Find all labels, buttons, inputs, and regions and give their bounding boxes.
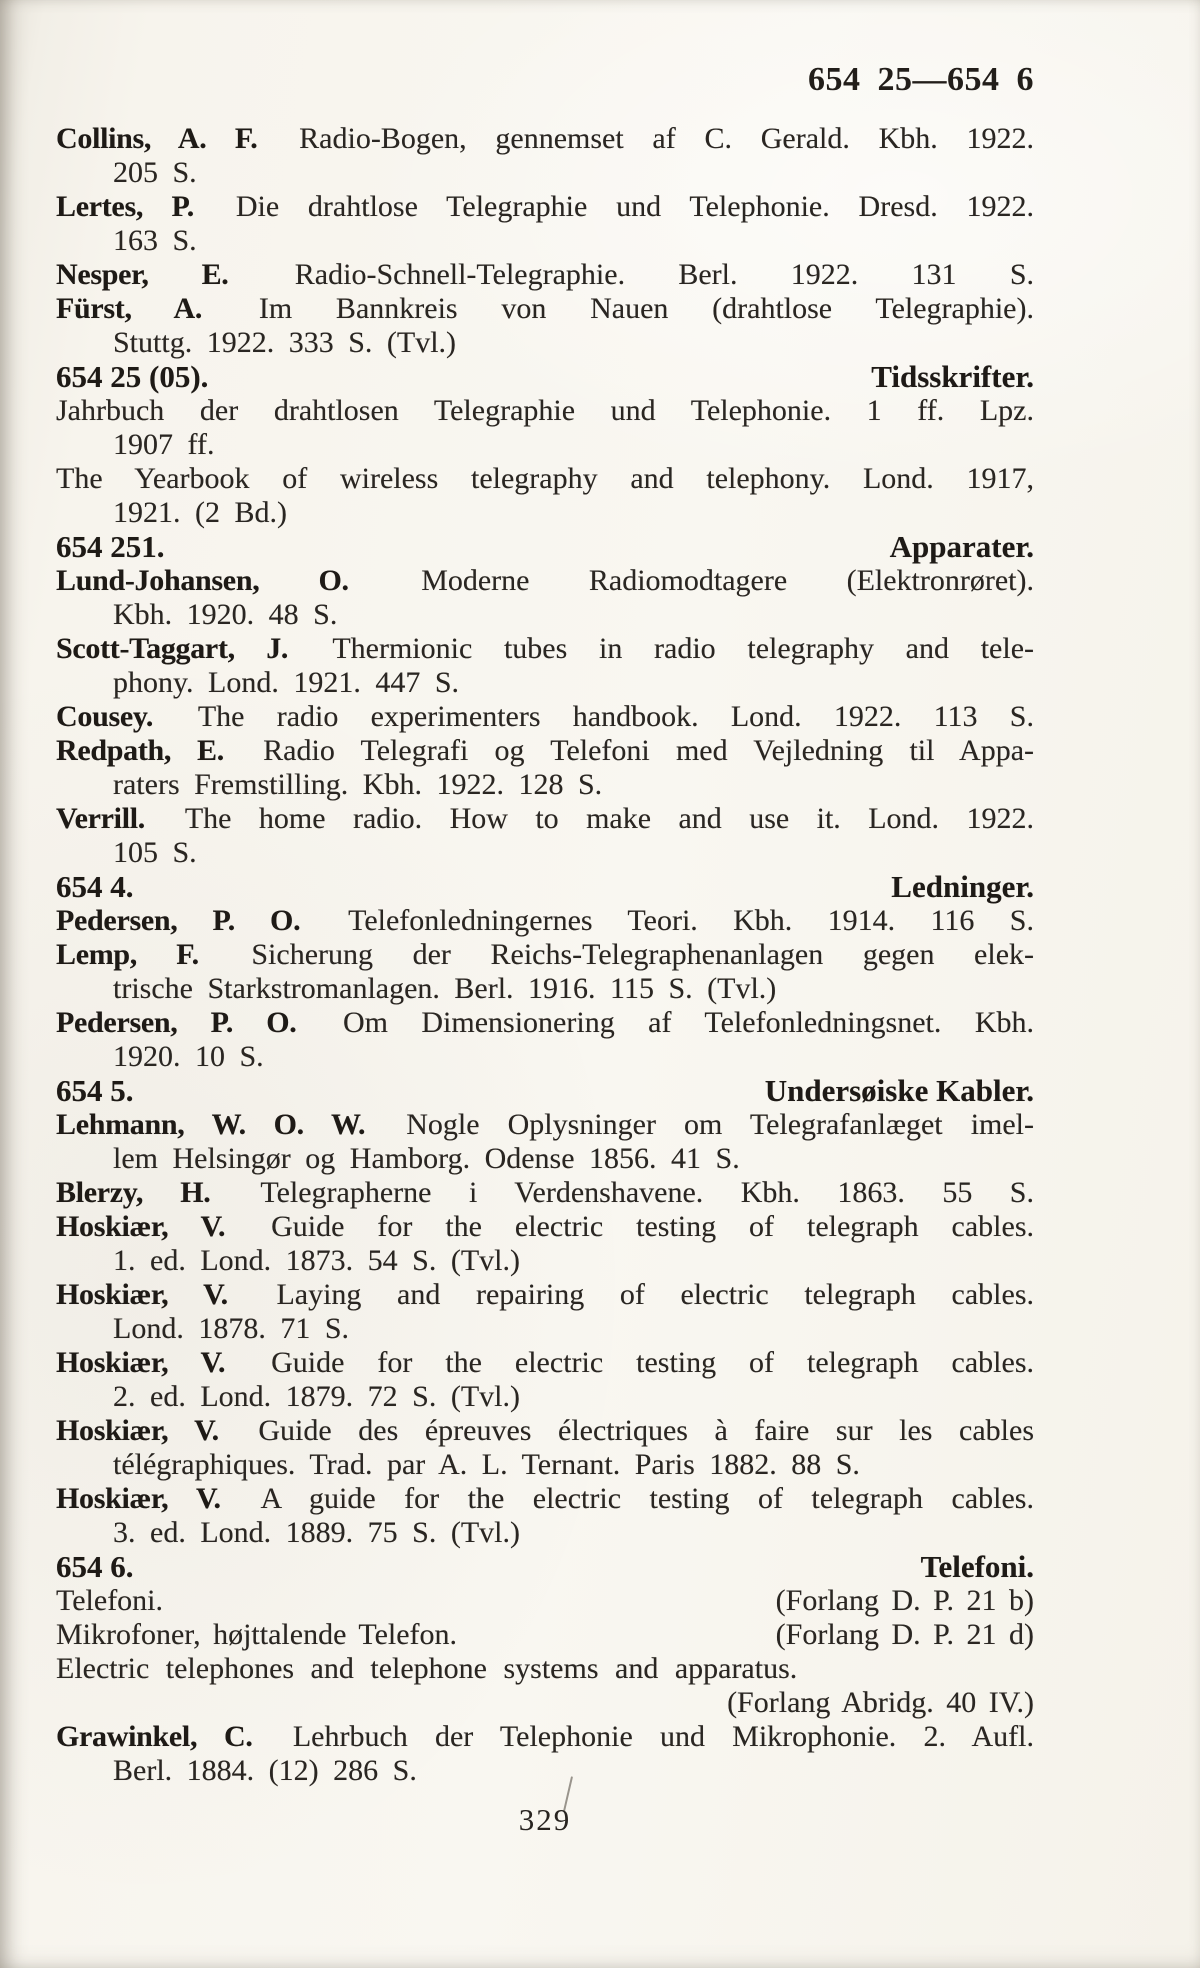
entry-text: Radio-Schnell-Telegraphie. Berl. 1922. 131 S. xyxy=(294,258,1035,291)
continuation-line xyxy=(56,1312,1034,1346)
entry-text: A guide for the electric testing of telegraph cables. xyxy=(260,1482,1034,1515)
continuation-line xyxy=(56,1380,1034,1414)
continuation-line xyxy=(56,1244,1034,1278)
continuation-line xyxy=(56,156,1034,190)
entry-text: Om Dimensionering af Telefonledningsnet. Kbh. xyxy=(342,1006,1035,1039)
continuation-line xyxy=(56,972,1034,1006)
entry-text: Guide for the electric testing of telegraph cables. xyxy=(271,1346,1034,1379)
author-name: Hoskiær, V. xyxy=(56,1414,219,1447)
entry-line xyxy=(56,904,1034,938)
entry-line xyxy=(56,802,1034,836)
entry-text: Radio-Bogen, gennemset af C. Gerald. Kbh. 1922. xyxy=(299,122,1034,155)
author-name: Hoskiær, V. xyxy=(56,1346,226,1379)
continuation-line xyxy=(56,1040,1034,1074)
entry-text: 1907 ff. xyxy=(113,428,215,461)
entry-line xyxy=(56,632,1034,666)
entry-text: phony. Lond. 1921. 447 S. xyxy=(113,666,460,699)
author-name: Nesper, E. xyxy=(56,258,229,291)
forlang-reference: (Forlang D. P. 21 b) xyxy=(775,1584,1034,1617)
section-number: 654 25 (05). xyxy=(56,359,209,394)
bibliography-lines xyxy=(56,122,1034,1788)
entry-line xyxy=(56,1006,1034,1040)
section-number: 654 5. xyxy=(56,1073,134,1108)
entry-text: Thermionic tubes in radio telegraphy and tele- xyxy=(332,632,1034,665)
entry-text: 2. ed. Lond. 1879. 72 S. (Tvl.) xyxy=(113,1380,520,1413)
author-name: Verrill. xyxy=(56,802,145,835)
entry-line xyxy=(56,1652,1034,1686)
entry-text: Radio Telegrafi og Telefoni med Vejledning til Appa- xyxy=(263,734,1034,767)
section-title: Undersøiske Kabler. xyxy=(764,1073,1034,1108)
ref-subject: Mikrofoner, højttalende Telefon. xyxy=(56,1618,458,1651)
continuation-line xyxy=(56,1448,1034,1482)
author-name: Collins, A. F. xyxy=(56,122,258,155)
entry-text: The radio experimenters handbook. Lond. 1922. 113 S. xyxy=(197,700,1034,733)
section-number: 654 4. xyxy=(56,869,134,904)
author-name: Pedersen, P. O. xyxy=(56,1006,297,1039)
page-header-classification-range: 654 25—654 6 xyxy=(808,61,1034,98)
author-name: Blerzy, H. xyxy=(56,1176,211,1209)
continuation-line xyxy=(56,326,1034,360)
section-heading xyxy=(56,1550,1034,1584)
entry-text: Laying and repairing of electric telegraph cables. xyxy=(276,1278,1035,1311)
entry-line xyxy=(56,258,1034,292)
entry-text: raters Fremstilling. Kbh. 1922. 128 S. xyxy=(113,768,603,801)
author-name: Hoskiær, V. xyxy=(56,1278,228,1311)
entry-text: Moderne Radiomodtagere (Elektronrøret). xyxy=(421,564,1034,597)
entry-text: The home radio. How to make and use it. Lond. 1922. xyxy=(184,802,1034,835)
author-name: Lertes, P. xyxy=(56,190,194,223)
reference-line xyxy=(56,1618,1034,1652)
entry-text: Die drahtlose Telegraphie und Telephonie. Dresd. 1922. xyxy=(235,190,1034,223)
entry-line xyxy=(56,1210,1034,1244)
entry-text: Im Bannkreis von Nauen (drahtlose Telegraphie). xyxy=(258,292,1034,325)
continuation-line xyxy=(56,1516,1034,1550)
author-name: Scott-Taggart, J. xyxy=(56,632,289,665)
entry-line xyxy=(56,292,1034,326)
entry-line xyxy=(56,1720,1034,1754)
author-name: Cousey. xyxy=(56,700,154,733)
section-title: Telefoni. xyxy=(920,1549,1034,1584)
section-title: Tidsskrifter. xyxy=(871,359,1034,394)
entry-text: Lond. 1878. 71 S. xyxy=(113,1312,350,1345)
entry-text: Sicherung der Reichs-Telegraphenanlagen gegen elek- xyxy=(251,938,1034,971)
continuation-line xyxy=(56,1142,1034,1176)
entry-line xyxy=(56,1176,1034,1210)
section-number: 654 251. xyxy=(56,529,165,564)
continuation-line xyxy=(56,1754,1034,1788)
entry-text: The Yearbook of wireless telegraphy and telephony. Lond. 1917, xyxy=(56,462,1034,495)
entry-text: Nogle Oplysninger om Telegrafanlæget imel- xyxy=(406,1108,1035,1141)
reference-line xyxy=(56,1686,1034,1720)
entry-text: 1. ed. Lond. 1873. 54 S. (Tvl.) xyxy=(113,1244,520,1277)
entry-line xyxy=(56,1108,1034,1142)
entry-text: 1920. 10 S. xyxy=(113,1040,264,1073)
entry-text: Electric telephones and telephone systems and apparatus. xyxy=(56,1652,798,1685)
section-heading xyxy=(56,360,1034,394)
section-title: Apparater. xyxy=(889,529,1034,564)
entry-line xyxy=(56,462,1034,496)
continuation-line xyxy=(56,428,1034,462)
entry-text: 105 S. xyxy=(113,836,197,869)
section-heading xyxy=(56,1074,1034,1108)
continuation-line xyxy=(56,224,1034,258)
section-heading xyxy=(56,530,1034,564)
entry-text: Lehrbuch der Telephonie und Mikrophonie. 2. Aufl. xyxy=(292,1720,1035,1753)
forlang-reference: (Forlang Abridg. 40 IV.) xyxy=(727,1686,1034,1719)
continuation-line xyxy=(56,496,1034,530)
section-number: 654 6. xyxy=(56,1549,134,1584)
entry-line xyxy=(56,700,1034,734)
section-heading xyxy=(56,870,1034,904)
entry-text: trische Starkstromanlagen. Berl. 1916. 115 S. (Tvl.) xyxy=(113,972,777,1005)
author-name: Hoskiær, V. xyxy=(56,1482,221,1515)
entry-text: 205 S. xyxy=(113,156,197,189)
entry-text: lem Helsingør og Hamborg. Odense 1856. 41 S. xyxy=(113,1142,740,1175)
entry-text: Berl. 1884. (12) 286 S. xyxy=(113,1754,417,1787)
continuation-line xyxy=(56,598,1034,632)
ref-subject: Telefoni. xyxy=(56,1584,164,1617)
entry-line xyxy=(56,1482,1034,1516)
entry-text: Kbh. 1920. 48 S. xyxy=(113,598,338,631)
entry-text: Guide des épreuves électriques à faire sur les cables xyxy=(258,1414,1035,1447)
author-name: Lemp, F. xyxy=(56,938,199,971)
entry-text: Stuttg. 1922. 333 S. (Tvl.) xyxy=(113,326,457,359)
continuation-line xyxy=(56,836,1034,870)
entry-line xyxy=(56,394,1034,428)
entry-line xyxy=(56,1278,1034,1312)
entry-line xyxy=(56,190,1034,224)
entry-text: 3. ed. Lond. 1889. 75 S. (Tvl.) xyxy=(113,1516,520,1549)
reference-line xyxy=(56,1584,1034,1618)
author-name: Lund-Johansen, O. xyxy=(56,564,349,597)
section-title: Ledninger. xyxy=(891,869,1034,904)
entry-text: Telegrapherne i Verdenshavene. Kbh. 1863. 55 S. xyxy=(260,1176,1034,1209)
entry-line xyxy=(56,564,1034,598)
author-name: Grawinkel, C. xyxy=(56,1720,253,1753)
entry-text: Guide for the electric testing of telegraph cables. xyxy=(271,1210,1034,1243)
entry-line xyxy=(56,1414,1034,1448)
author-name: Fürst, A. xyxy=(56,292,203,325)
page-number: 329 xyxy=(518,1802,572,1837)
entry-line xyxy=(56,122,1034,156)
author-name: Hoskiær, V. xyxy=(56,1210,226,1243)
entry-text: Jahrbuch der drahtlosen Telegraphie und Telephonie. 1 ff. Lpz. xyxy=(56,394,1034,427)
author-name: Pedersen, P. O. xyxy=(56,904,301,937)
entry-line xyxy=(56,938,1034,972)
entry-text: 1921. (2 Bd.) xyxy=(113,496,287,529)
author-name: Lehmann, W. O. W. xyxy=(56,1108,366,1141)
entry-text: 163 S. xyxy=(113,224,197,257)
entry-text: télégraphiques. Trad. par A. L. Ternant. Paris 1882. 88 S. xyxy=(113,1448,860,1481)
author-name: Redpath, E. xyxy=(56,734,224,767)
continuation-line xyxy=(56,666,1034,700)
entry-line xyxy=(56,1346,1034,1380)
continuation-line xyxy=(56,768,1034,802)
entry-line xyxy=(56,734,1034,768)
entry-text: Telefonledningernes Teori. Kbh. 1914. 116 S. xyxy=(348,904,1034,937)
forlang-reference: (Forlang D. P. 21 d) xyxy=(775,1618,1034,1651)
